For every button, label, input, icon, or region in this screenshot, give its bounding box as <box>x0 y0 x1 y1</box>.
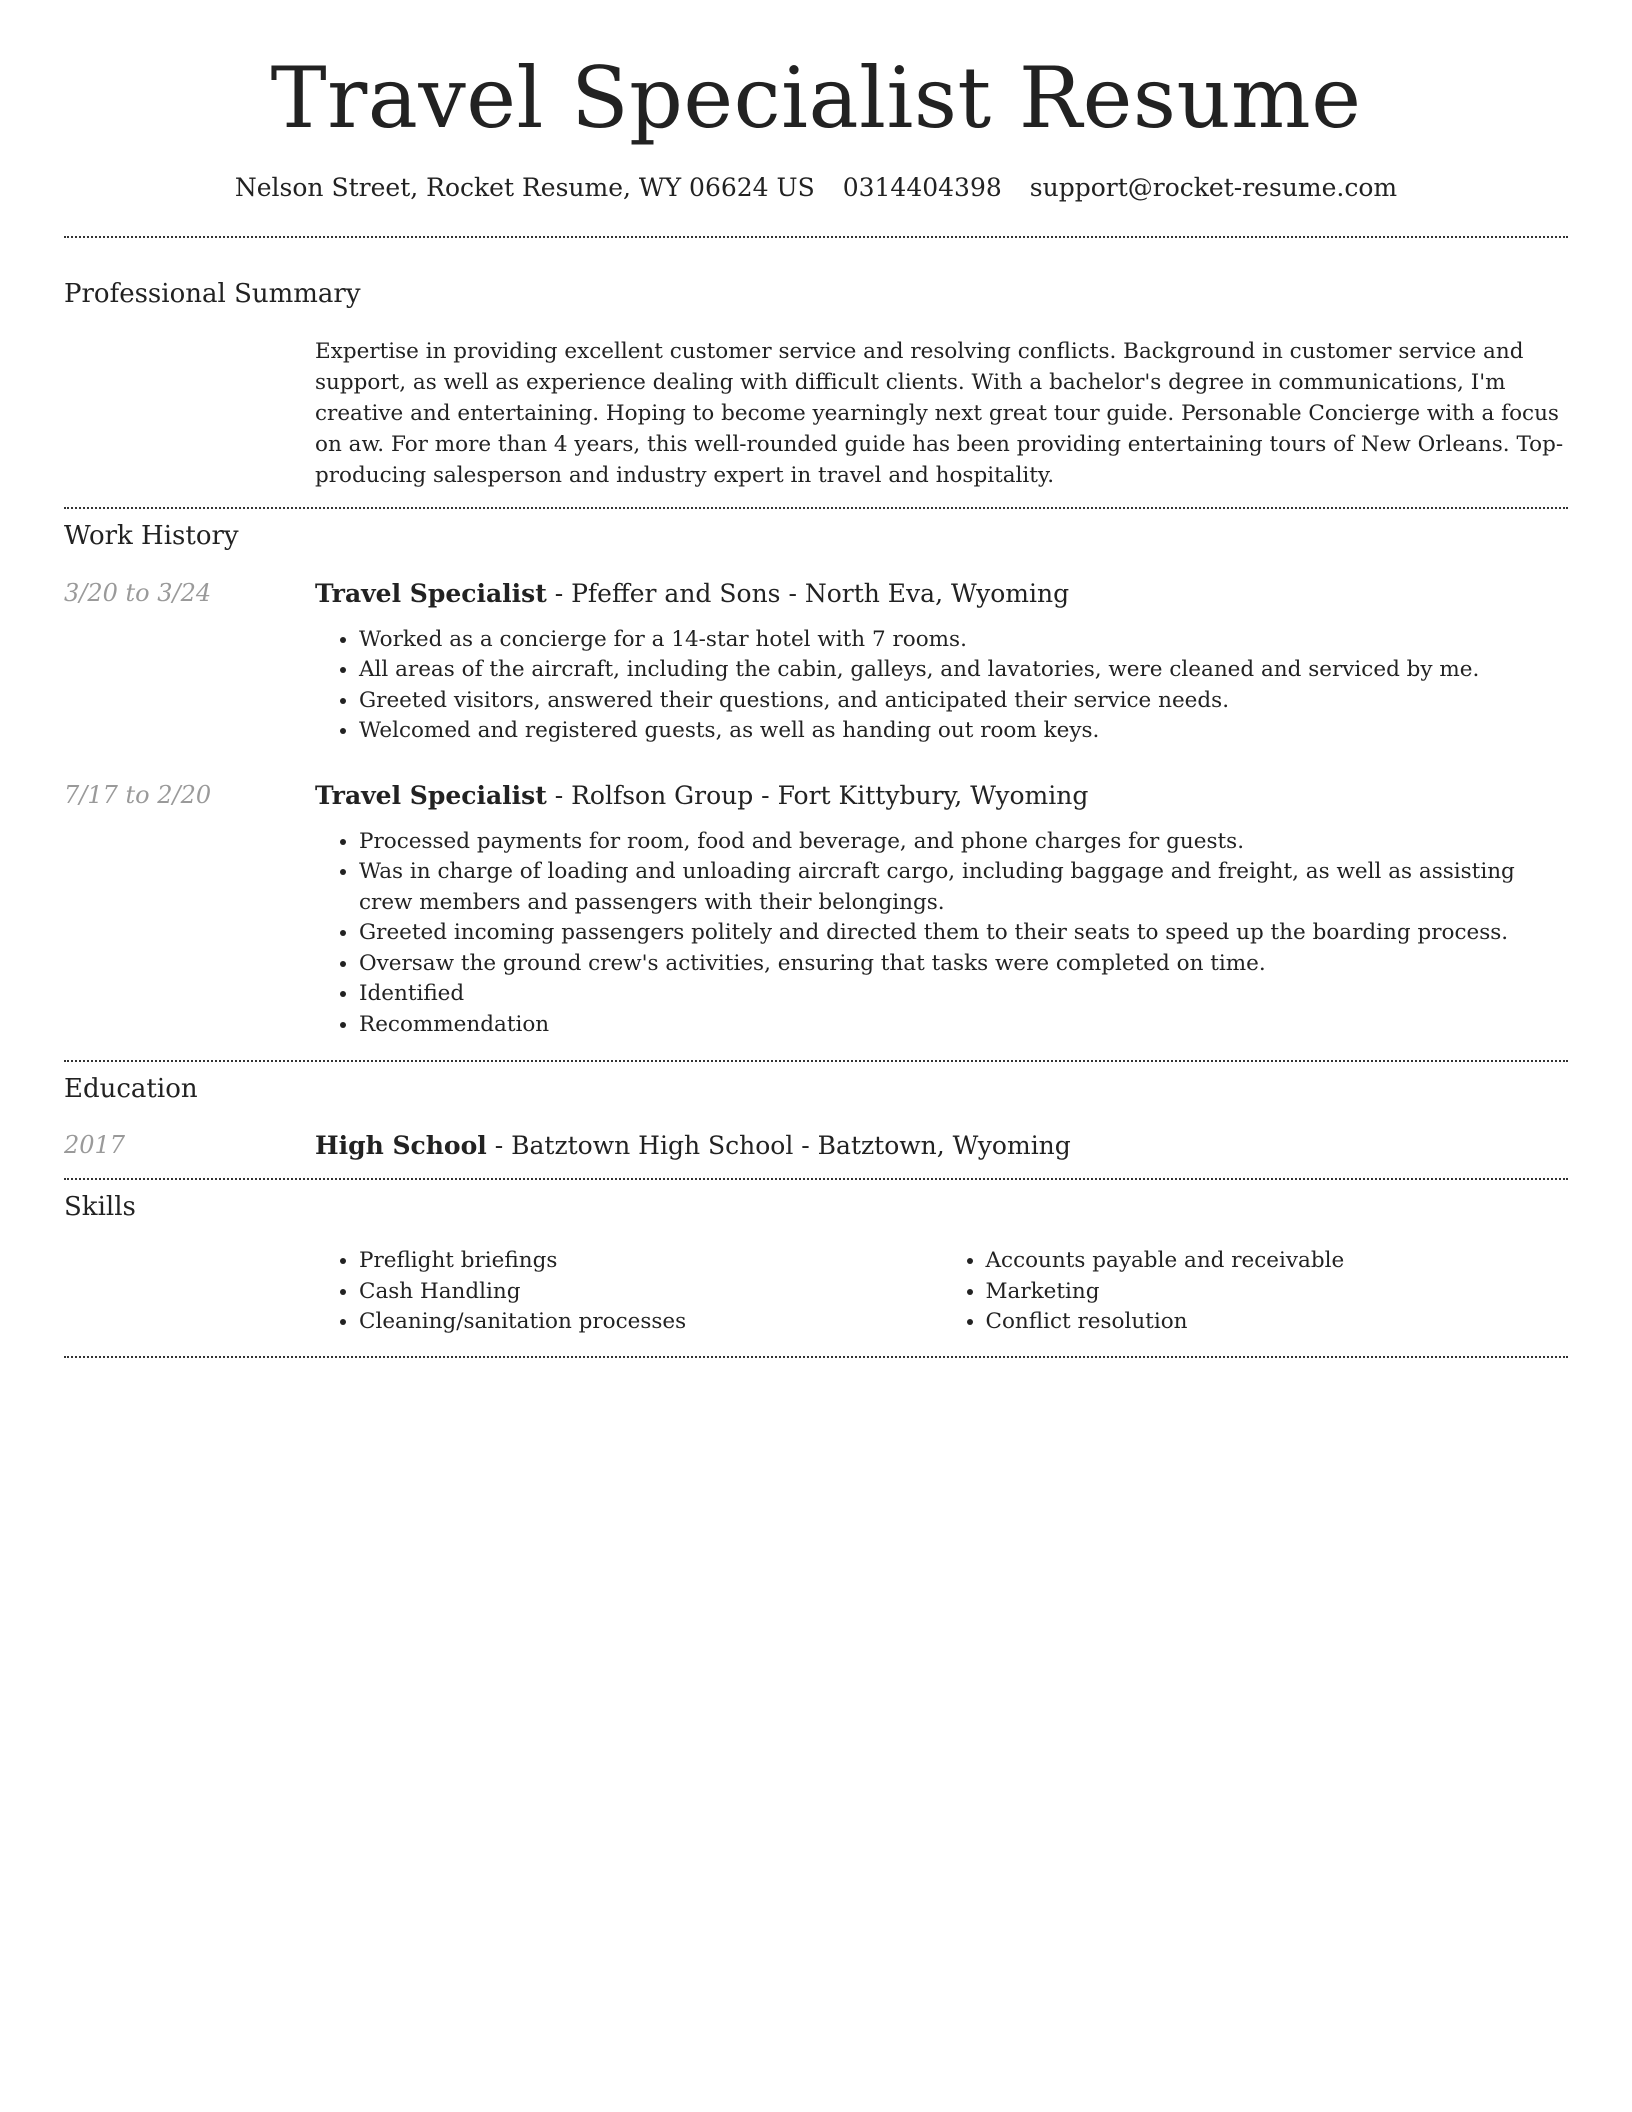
divider <box>64 507 1568 509</box>
job-dates: 3/20 to 3/24 <box>64 578 212 607</box>
list-item: • Identified <box>359 979 1568 1010</box>
section-title-education: Education <box>64 1074 198 1105</box>
education-heading <box>315 1131 1568 1160</box>
skill-item: • Conflict resolution <box>986 1307 1569 1338</box>
contact-phone: 0314404398 <box>842 172 1002 202</box>
section-title-work-history: Work History <box>64 520 239 551</box>
skill-item: • Preflight briefings <box>359 1246 942 1277</box>
job-details: - Rolfson Group - Fort Kittybury, Wyoming <box>546 780 1089 810</box>
resume-title: Travel Specialist Resume <box>270 49 1362 147</box>
skill-item: • Accounts payable and receivable <box>986 1246 1569 1277</box>
list-item: • Recommendation <box>359 1010 1568 1041</box>
job-role: Travel Specialist <box>315 578 547 608</box>
skills-grid <box>315 1246 1568 1338</box>
skill-item: • Marketing <box>986 1277 1569 1308</box>
divider <box>64 1356 1568 1358</box>
work-history-section <box>64 521 1568 1041</box>
job-entry <box>64 579 1568 747</box>
list-item: • Greeted visitors, answered their questions, and anticipated their service needs. <box>359 686 1568 717</box>
skill-item: • Cash Handling <box>359 1277 942 1308</box>
divider <box>64 1178 1568 1180</box>
summary-text: Expertise in providing excellent customer service and resolving conflicts. Background in customer service and support, as well as experience dealing with difficult clients. With a bachelor's degree in communications, I'm creative and entertaining. Hoping to become yearningly next great tour guide. Personable Concierge with a focus on aw. For more than 4 years, this well-rounded guide has been providing entertaining tours of New Orleans. Top-producing salesperson and industry expert in travel and hospitality. <box>315 338 1564 488</box>
list-item: • All areas of the aircraft, including the cabin, galleys, and lavatories, were cleaned and serviced by me. <box>359 655 1568 686</box>
skill-item: • Cleaning/sanitation processes <box>359 1307 942 1338</box>
job-details: - Pfeffer and Sons - North Eva, Wyoming <box>546 578 1070 608</box>
education-year: 2017 <box>64 1131 126 1160</box>
education-degree: High School <box>315 1131 487 1161</box>
job-entry <box>64 781 1568 1041</box>
list-item: • Greeted incoming passengers politely and directed them to their seats to speed up the boarding process. <box>359 918 1568 949</box>
divider <box>64 1060 1568 1062</box>
list-item: • Worked as a concierge for a 14-star hotel with 7 rooms. <box>359 625 1568 656</box>
education-details: - Batztown High School - Batztown, Wyoming <box>486 1131 1071 1161</box>
job-bullets <box>315 827 1568 1041</box>
skills-list-right <box>942 1246 1569 1338</box>
contact-address: Nelson Street, Rocket Resume, WY 06624 US <box>234 172 815 202</box>
job-role: Travel Specialist <box>315 780 547 810</box>
job-bullets <box>315 625 1568 747</box>
section-title-summary: Professional Summary <box>64 278 361 309</box>
job-dates: 7/17 to 2/20 <box>64 780 212 809</box>
job-heading <box>315 781 1568 810</box>
list-item: • Oversaw the ground crew's activities, ensuring that tasks were completed on time. <box>359 949 1568 980</box>
skills-list-left <box>315 1246 942 1338</box>
divider <box>64 236 1568 238</box>
list-item: • Was in charge of loading and unloading aircraft cargo, including baggage and freight, as well as assisting crew members and passengers with their belongings. <box>359 857 1568 918</box>
contact-line <box>64 173 1568 202</box>
summary-section <box>64 279 1568 491</box>
skills-section <box>64 1192 1568 1338</box>
list-item: • Processed payments for room, food and beverage, and phone charges for guests. <box>359 827 1568 858</box>
education-section <box>64 1074 1568 1160</box>
list-item: • Welcomed and registered guests, as well as handing out room keys. <box>359 716 1568 747</box>
job-heading <box>315 579 1568 608</box>
section-title-skills: Skills <box>64 1192 136 1223</box>
contact-email: support@rocket-resume.com <box>1029 172 1398 202</box>
